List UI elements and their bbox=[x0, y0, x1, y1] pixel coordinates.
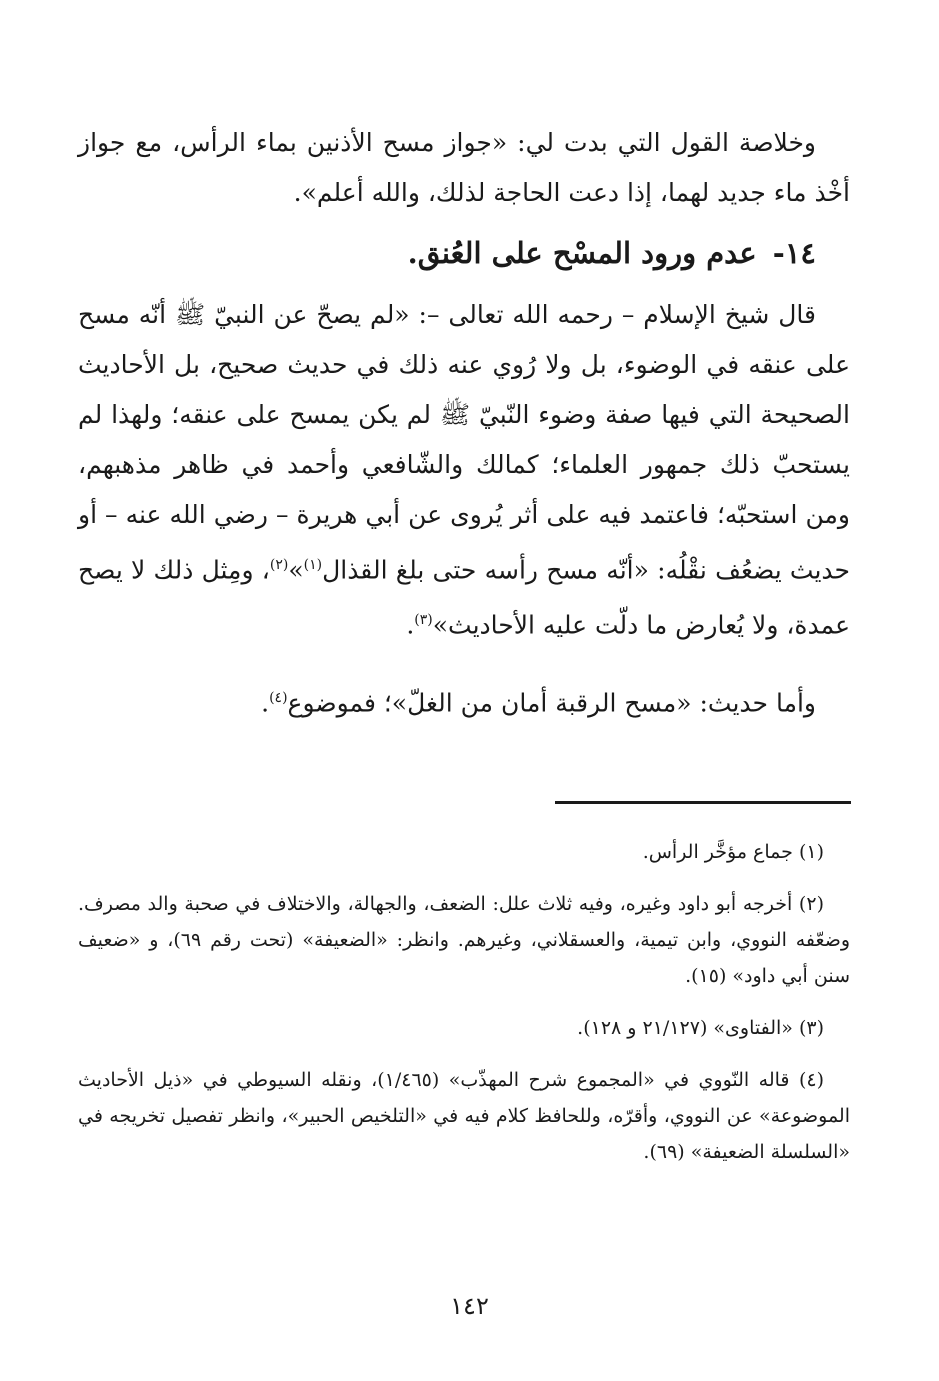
quote-text-part-2: » bbox=[288, 555, 304, 585]
hadith-text: وأما حديث: «مسح الرقبة أمان من الغلّ»؛ فموضوع bbox=[287, 687, 816, 717]
section-number: ١٤- bbox=[772, 236, 816, 270]
paragraph-quote bbox=[78, 290, 850, 651]
footnote-1: (١) جماع مؤخَّر الرأس. bbox=[642, 841, 824, 863]
footnote-ref-4[interactable]: (٤) bbox=[269, 689, 288, 706]
footnote-4: (٤) قاله النّووي في «المجموع شرح المهذّب» (١/٤٦٥)، ونقله السيوطي في «ذيل الأحاديث الموضوعة» عن النووي، وأقرّه، وللحافظ كلام فيه في «التلخيص الحبير»، وانظر تفصيل تخريجه في «السلسلة الضعيفة» (٦٩). bbox=[78, 1069, 850, 1163]
footnote-ref-3[interactable]: (٣) bbox=[414, 612, 433, 629]
footnote-ref-1[interactable]: (١) bbox=[303, 557, 323, 573]
hadith-text-end: . bbox=[261, 687, 270, 717]
section-heading bbox=[78, 228, 850, 278]
footnote-ref-2[interactable]: (٢) bbox=[269, 557, 289, 573]
footnotes bbox=[78, 834, 850, 1186]
paragraph-gap bbox=[78, 651, 850, 673]
quote-text-part-4: . bbox=[406, 610, 415, 640]
paragraph-conclusion: وخلاصة القول التي بدت لي: «جواز مسح الأذنين بماء الرأس، مع جواز أخْذ ماء جديد لهما، إذا دعت الحاجة لذلك، والله أعلم». bbox=[78, 128, 850, 207]
paragraph-hadith bbox=[78, 673, 850, 728]
quote-text-part-3: ، ومِثل ذلك لا يصح عمدة، ولا يُعارض ما دلّت عليه الأحاديث» bbox=[78, 555, 850, 640]
section-title: عدم ورود المسْح على العُنق. bbox=[407, 236, 757, 270]
quote-text-part-1: قال شيخ الإسلام – رحمه الله تعالى –: «لم يصحّ عن النبيّ ﷺ أنّه مسح على عنقه في الوضوء، بل ولا رُوي عنه ذلك في حديث صحيح، بل الأحاديث الصحيحة التي فيها صفة وضوء النّبيّ ﷺ لم يكن يمسح على عنقه؛ ولهذا لم يستحبّ ذلك جمهور العلماء؛ كمالك والشّافعي وأحمد في ظاهر مذهبهم، ومن استحبّه؛ فاعتمد فيه على أثر يُروى عن أبي هريرة – رضي الله عنه – أو حديث يضعُف نقْلُه: «أنّه مسح رأسه حتى بلغ القذال bbox=[78, 300, 851, 585]
footnote-separator bbox=[555, 801, 851, 804]
page-number: ١٤٢ bbox=[450, 1292, 489, 1320]
footnote-3: (٣) «الفتاوى» (٢١/١٢٧ و ١٢٨). bbox=[577, 1017, 824, 1039]
footnote-2: (٢) أخرجه أبو داود وغيره، وفيه ثلاث علل: الضعف، والجهالة، والاختلاف في صحبة والد مصرف. وضعّفه النووي، وابن تيمية، والعسقلاني، وغيرهم. وانظر: «الضعيفة» (تحت رقم ٦٩)، و «ضعيف سنن أبي داود» (١٥). bbox=[78, 893, 850, 987]
